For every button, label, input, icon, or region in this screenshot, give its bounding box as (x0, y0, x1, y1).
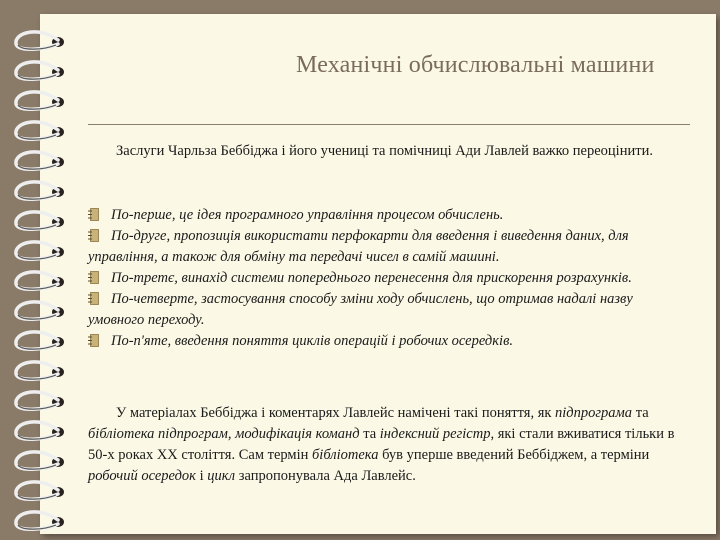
list-item (88, 331, 688, 352)
spiral-ring-icon (16, 212, 64, 229)
intro-text: Заслуги Чарльза Беббіджа і його учениці та помічниці Ади Лавлей важко переоцінити. (116, 143, 653, 159)
spiral-ring-icon (16, 62, 64, 79)
list-item (88, 289, 688, 331)
bullet-text: По-третє, винахід системи попереднього перенесення для прискорення розрахунків. (111, 270, 632, 286)
notebook-bullet-icon (88, 229, 99, 242)
spiral-ring-icon (16, 122, 64, 139)
term: бібліотека (312, 447, 379, 463)
spiral-ring-icon (16, 362, 64, 379)
bullet-text: По-четверте, застосування способу зміни ходу обчислень, що отримав надалі назву умовного переходу. (88, 291, 633, 328)
spiral-ring-icon (16, 422, 64, 439)
closing-text: запропонувала Ада Лавлейс. (235, 468, 416, 484)
spiral-ring-icon (16, 332, 64, 349)
spiral-ring-icon (16, 242, 64, 259)
list-item (88, 205, 688, 226)
closing-text: і (195, 468, 208, 484)
notebook-bullet-icon (88, 334, 99, 347)
closing-paragraph (88, 403, 688, 487)
notebook-bullet-icon (88, 271, 99, 284)
term: робочий осередок (88, 468, 196, 484)
notebook-bullet-icon (88, 208, 99, 221)
closing-text: та (632, 405, 649, 421)
spiral-ring-icon (16, 392, 64, 409)
bullet-text: По-п'яте, введення поняття циклів операцій і робочих осередків. (111, 333, 513, 349)
bullet-list (88, 205, 688, 352)
closing-text: був уперше введений Беббіджем, а терміни (378, 447, 650, 463)
spiral-ring-icon (16, 482, 64, 499)
list-item (88, 226, 688, 268)
intro-paragraph (88, 141, 688, 162)
page-title: Механічні обчислювальні машини (296, 52, 655, 78)
term: індексний регістр (379, 426, 491, 442)
spiral-ring-icon (16, 92, 64, 109)
closing-text: , які стали вживатися тільки в 50-х роках XX століття. Сам термін (88, 426, 675, 463)
bullet-text: По-перше, це ідея програмного управління процесом обчислень. (111, 207, 504, 223)
list-item (88, 268, 688, 289)
title-divider (88, 124, 690, 125)
spiral-ring-icon (16, 152, 64, 169)
notebook-bullet-icon (88, 292, 99, 305)
spiral-ring-icon (16, 182, 64, 199)
closing-text: У матеріалах Беббіджа і коментарях Лавлейс намічені такі поняття, як (116, 405, 556, 421)
term: цикл (207, 468, 236, 484)
term: підпрограма (555, 405, 633, 421)
spiral-ring-icon (16, 302, 64, 319)
term: бібліотека підпрограм, модифікація команд (88, 426, 360, 442)
spiral-ring-icon (16, 512, 64, 529)
closing-text: та (359, 426, 380, 442)
spiral-ring-icon (16, 272, 64, 289)
spiral-ring-icon (16, 452, 64, 469)
bullet-text: По-друге, пропозиція використати перфокарти для введення і виведення даних, для управління, а також для обміну та передачі чисел в самій машині. (88, 228, 629, 265)
spiral-binding (0, 14, 80, 534)
spiral-ring-icon (16, 32, 64, 49)
